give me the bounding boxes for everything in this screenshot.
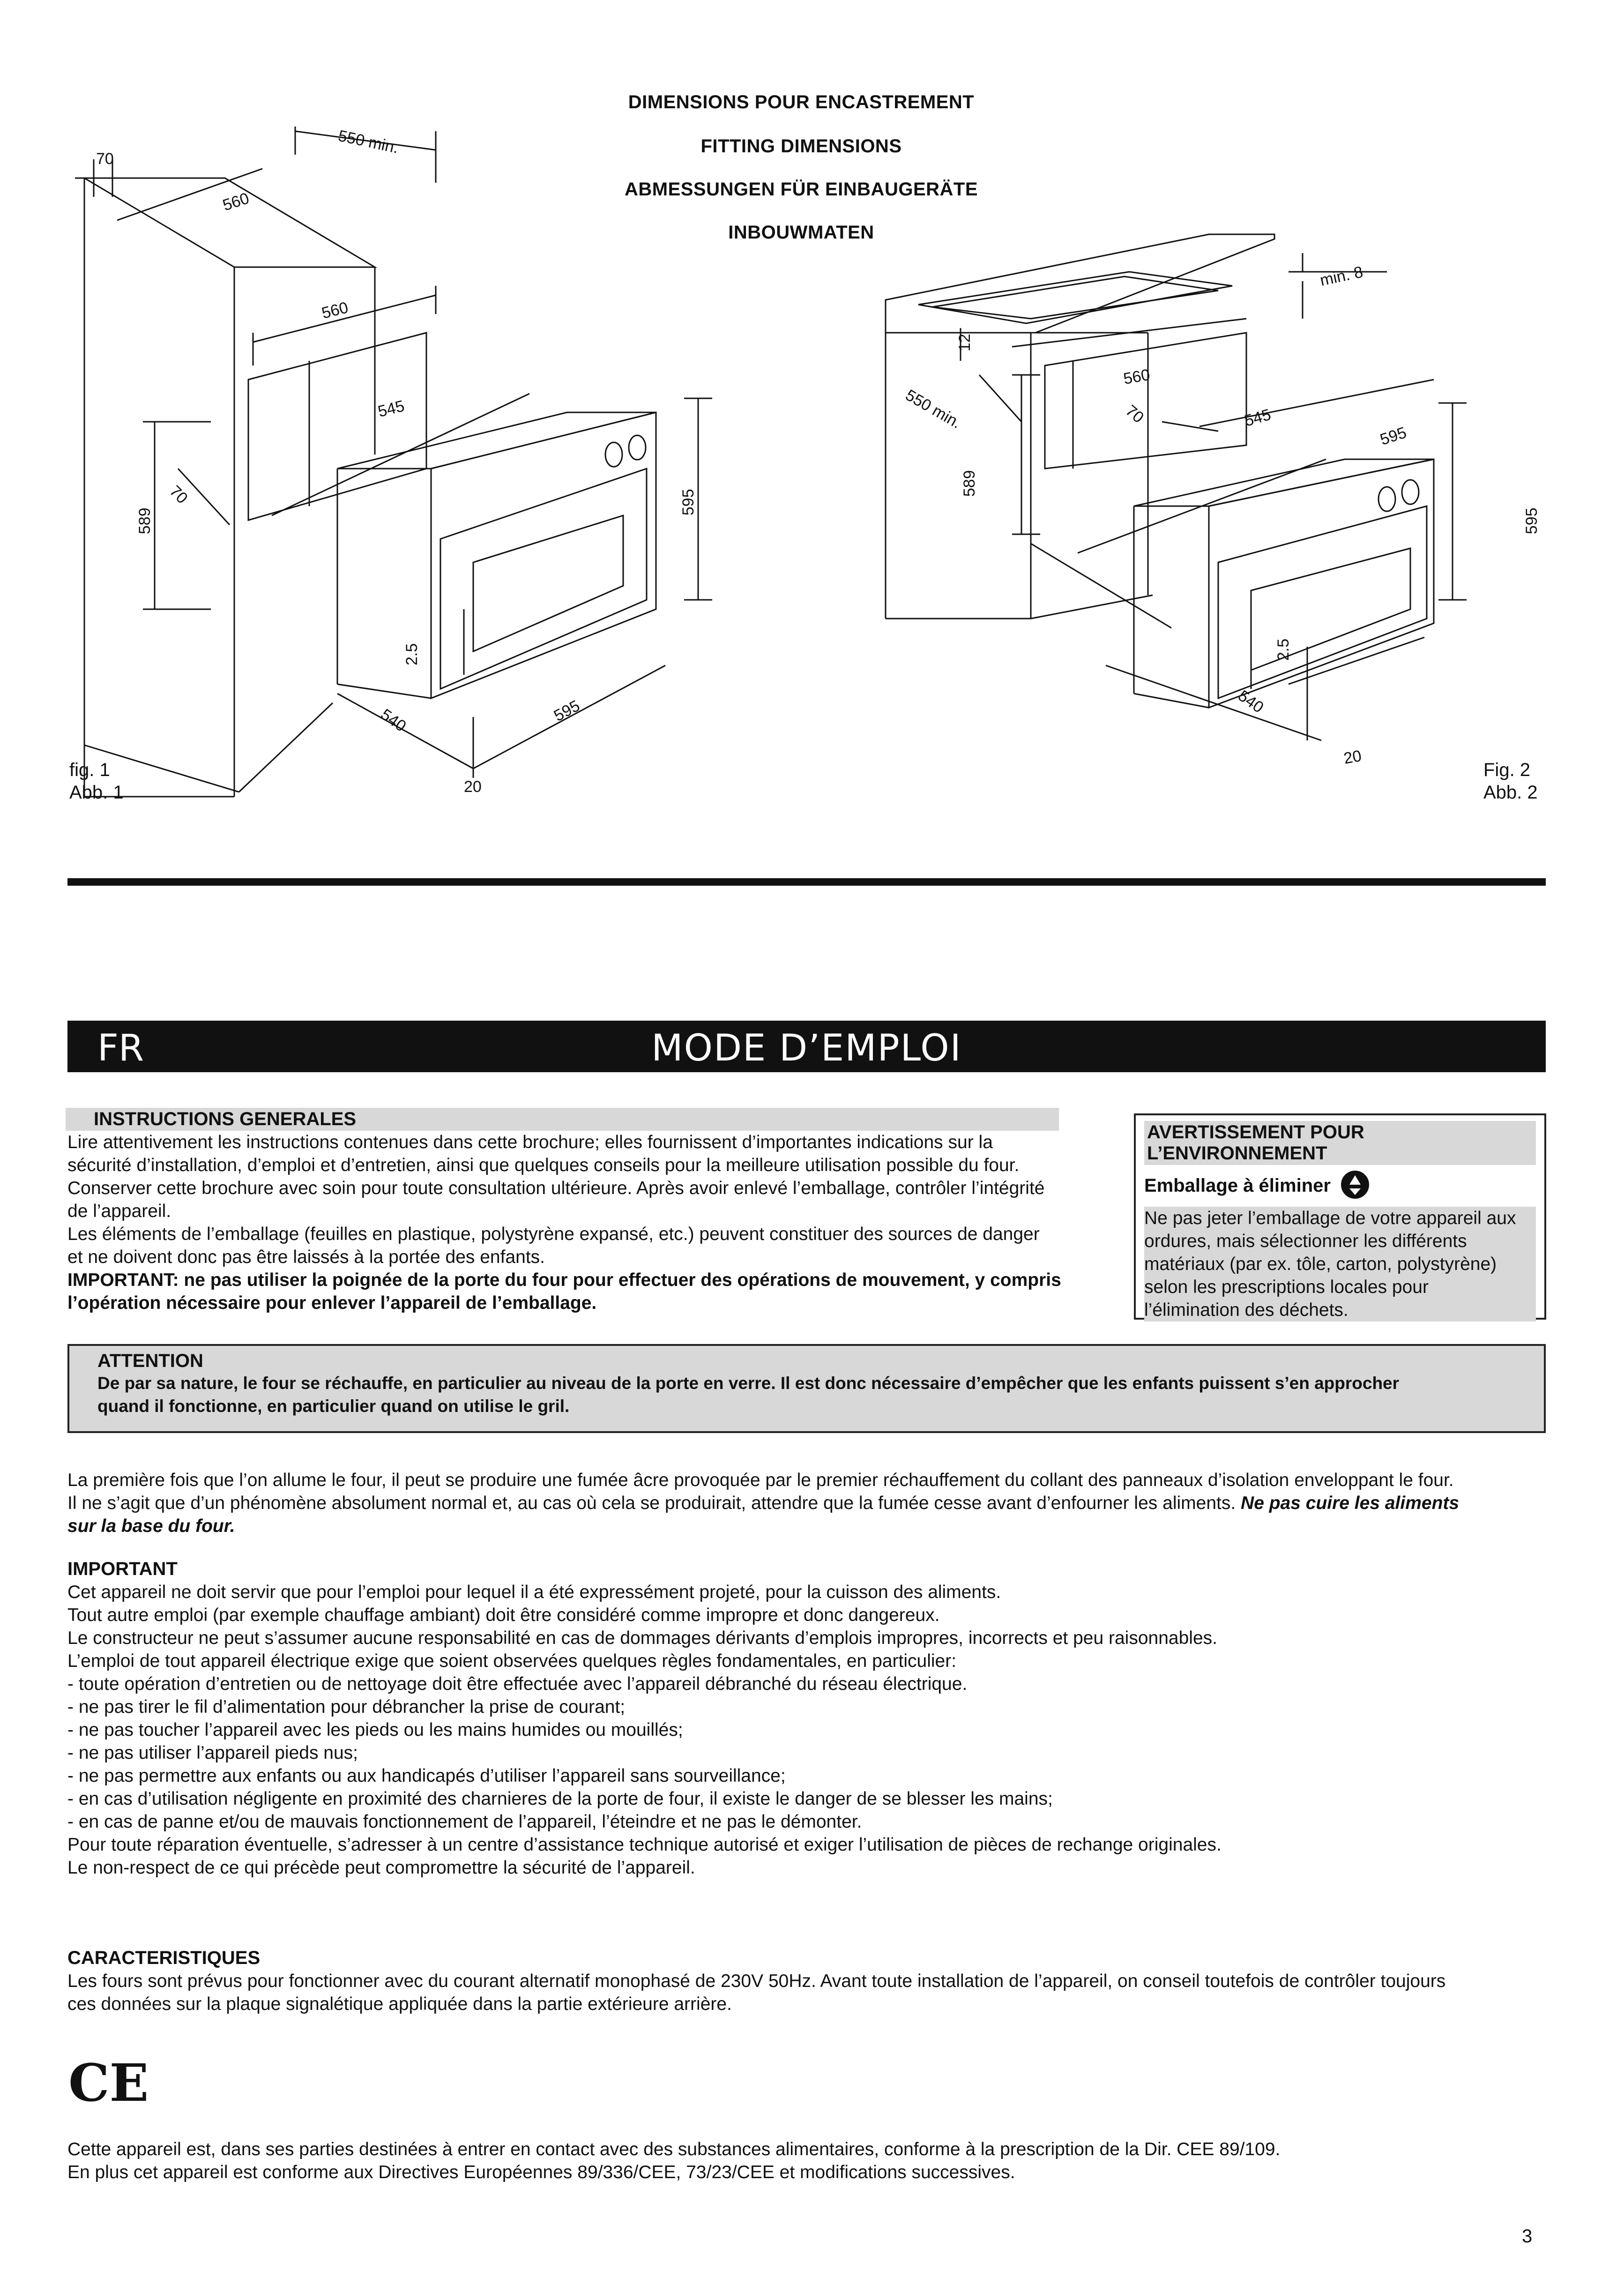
general-instructions-heading: INSTRUCTIONS GENERALES — [66, 1108, 1059, 1131]
dim-589: 589 — [136, 508, 154, 534]
attention-heading: ATTENTION — [97, 1351, 203, 1371]
important-line: - en cas d’utilisation négligente en proximité des charnieres de la porte de four, il existe le danger de se blesser les mains; — [67, 1789, 1053, 1809]
dim-545: 545 — [1242, 405, 1273, 430]
fig-1-label-de: Abb. 1 — [69, 782, 124, 803]
instruction-line: Les éléments de l’emballage (feuilles en plastique, polystyrène expansé, etc.) peuvent constituer des sources de danger — [67, 1224, 1040, 1244]
dim-589: 589 — [961, 470, 978, 497]
important-line: - ne pas tirer le fil d’alimentation pour débrancher la prise de courant; — [67, 1697, 626, 1717]
title-en: FITTING DIMENSIONS — [700, 136, 902, 157]
important-line: - toute opération d’entretien ou de nettoyage doit être effectuée avec l’appareil débranché du réseau électrique. — [67, 1674, 968, 1694]
dim-595-width: 595 — [551, 696, 583, 725]
first-use-emphasis: Ne pas cuire les aliments — [1241, 1493, 1460, 1513]
important-line: Tout autre emploi (par exemple chauffage ambiant) doit être considéré comme impropre et donc dangereux. — [67, 1605, 940, 1625]
important-line: Le non-respect de ce qui précède peut compromettre la sécurité de l’appareil. — [67, 1858, 695, 1878]
title-fr: DIMENSIONS POUR ENCASTREMENT — [628, 92, 975, 112]
first-use-line: Il ne s’agit que d’un phénomène absolument normal et, au cas où cela se produirait, attendre que la fumée cesse avant d’enfourner les aliments. — [67, 1493, 1236, 1513]
important-heading: IMPORTANT — [67, 1559, 178, 1579]
title-de: ABMESSUNGEN FÜR EINBAUGERÄTE — [624, 179, 978, 200]
important-warning-line: l’opération nécessaire pour enlever l’appareil de l’emballage. — [67, 1293, 597, 1313]
important-line: - en cas de panne et/ou de mauvais fonctionnement de l’appareil, l’éteindre et ne pas le démonter. — [67, 1812, 862, 1832]
environment-line: Ne pas jeter l’emballage de votre appareil aux — [1144, 1208, 1516, 1228]
dim-12: 12 — [956, 334, 974, 351]
important-line: - ne pas permettre aux enfants ou aux handicapés d’utiliser l’appareil sans sourveillance; — [67, 1766, 786, 1786]
dim-560-opening: 560 — [320, 299, 350, 322]
dim-2-5: 2.5 — [1274, 638, 1292, 661]
first-use-line: La première fois que l’on allume le four, il peut se produire une fumée âcre provoquée par le premier réchauffement du collant des panneaux d’isolation enveloppant le four. — [67, 1470, 1454, 1490]
instruction-line: sécurité d’installation, d’emploi et d’entretien, ainsi que quelques conseils pour la meilleure utilisation possible du four. — [67, 1155, 1020, 1175]
section-divider — [67, 878, 1546, 886]
conformity-section — [67, 2138, 1548, 2184]
dim-560: 560 — [1122, 366, 1152, 388]
ce-mark: CE — [68, 2053, 149, 2113]
characteristics-heading: CARACTERISTIQUES — [67, 1948, 261, 1968]
dim-545: 545 — [376, 397, 406, 421]
environment-notice-box — [1134, 1113, 1546, 1320]
important-line: - ne pas toucher l’appareil avec les pieds ou les mains humides ou mouillés; — [67, 1720, 683, 1740]
language-code: FR — [97, 1027, 144, 1069]
important-warning-line: IMPORTANT: ne pas utiliser la poignée de la porte du four pour effectuer des opérations de mouvement, y compris — [67, 1270, 1061, 1290]
dim-595-width: 595 — [1378, 423, 1409, 449]
first-use-emphasis: sur la base du four. — [67, 1516, 235, 1536]
conformity-line: Cette appareil est, dans ses parties destinées à entrer en contact avec des substances alimentaires, conforme à la prescription de la Dir. CEE 89/109. — [67, 2139, 1281, 2159]
environment-heading: AVERTISSEMENT POUR L’ENVIRONNEMENT — [1144, 1121, 1536, 1165]
page-number: 3 — [1522, 2226, 1533, 2247]
instruction-line: de l’appareil. — [67, 1201, 171, 1221]
packaging-subheading: Emballage à éliminer — [1144, 1175, 1331, 1196]
dim-70: 70 — [96, 150, 114, 168]
dim-540: 540 — [377, 705, 410, 736]
dim-540: 540 — [1235, 687, 1267, 717]
fig-1-label: fig. 1 — [69, 760, 110, 780]
important-line: L’emploi de tout appareil électrique exige que soient observées quelques règles fondamentales, en particulier: — [67, 1651, 957, 1671]
conformity-line: En plus cet appareil est conforme aux Directives Européennes 89/336/CEE, 73/23/CEE et modifications successives. — [67, 2162, 1015, 2182]
banner-title: MODE D’EMPLOI — [651, 1027, 962, 1069]
recycle-icon — [1340, 1170, 1370, 1202]
attention-line: quand il fonctionne, en particulier quand on utilise le gril. — [97, 1396, 570, 1416]
environment-line: ordures, mais sélectionner les différents — [1144, 1231, 1467, 1251]
attention-box — [67, 1344, 1546, 1433]
figure-2-diagram — [872, 225, 1565, 778]
dim-2-5: 2.5 — [403, 643, 421, 665]
dim-20: 20 — [464, 778, 482, 796]
figure-1-diagram — [61, 112, 764, 825]
instruction-line: Conserver cette brochure avec soin pour toute consultation ultérieure. Après avoir enlevé l’emballage, contrôler l’intégrité — [67, 1178, 1045, 1198]
important-line: Pour toute réparation éventuelle, s’adresser à un centre d’assistance technique autorisé et exiger l’utilisation de pièces de rechange originales. — [67, 1835, 1222, 1855]
dim-560-top: 560 — [220, 189, 252, 215]
characteristics-line: Les fours sont prévus pour fonctionner avec du courant alternatif monophasé de 230V 50Hz. Avant toute installation de l’appareil, on conseil toutefois de contrôler toujours — [67, 1971, 1446, 1991]
dim-min-8: min. 8 — [1318, 263, 1365, 290]
environment-line: matériaux (par ex. tôle, carton, polystyrène) — [1144, 1254, 1497, 1274]
important-line: Le constructeur ne peut s’assumer aucune responsabilité en cas de dommages dérivants d’emplois impropres, incorrects et peu raisonnables. — [67, 1628, 1217, 1648]
environment-line: l’élimination des déchets. — [1144, 1300, 1348, 1320]
dim-70: 70 — [1122, 402, 1147, 427]
important-line: - ne pas utiliser l’appareil pieds nus; — [67, 1743, 358, 1763]
dim-70-side: 70 — [166, 482, 191, 508]
first-use-paragraph — [67, 1469, 1548, 1538]
title-nl: INBOUWMATEN — [728, 222, 874, 243]
dim-550-min: 550 min. — [902, 386, 964, 433]
section-banner — [67, 1021, 1546, 1072]
instruction-line: et ne doivent donc pas être laissés à la portée des enfants. — [67, 1247, 545, 1267]
dim-595-height: 595 — [1523, 508, 1541, 534]
attention-line: De par sa nature, le four se réchauffe, en particulier au niveau de la porte en verre. Il est donc nécessaire d’empêcher que les enfants puissent s’en approcher — [97, 1374, 1400, 1393]
characteristics-section — [67, 1947, 1548, 2016]
fig-2-label: Fig. 2 — [1483, 760, 1531, 780]
general-instructions — [67, 1108, 1117, 1314]
dim-595-height: 595 — [679, 489, 697, 515]
characteristics-line: ces données sur la plaque signalétique appliquée dans la partie extérieure arrière. — [67, 1994, 732, 2014]
fig-2-label-de: Abb. 2 — [1483, 782, 1538, 803]
dim-20: 20 — [1342, 747, 1363, 768]
instruction-line: Lire attentivement les instructions contenues dans cette brochure; elles fournissent d’importantes indications sur la — [67, 1132, 993, 1152]
dim-550: 550 min. — [336, 127, 400, 157]
environment-line: selon les prescriptions locales pour — [1144, 1277, 1429, 1297]
important-section — [67, 1558, 1548, 1879]
important-line: Cet appareil ne doit servir que pour l’emploi pour lequel il a été expressément projeté, pour la cuisson des aliments. — [67, 1582, 1001, 1602]
